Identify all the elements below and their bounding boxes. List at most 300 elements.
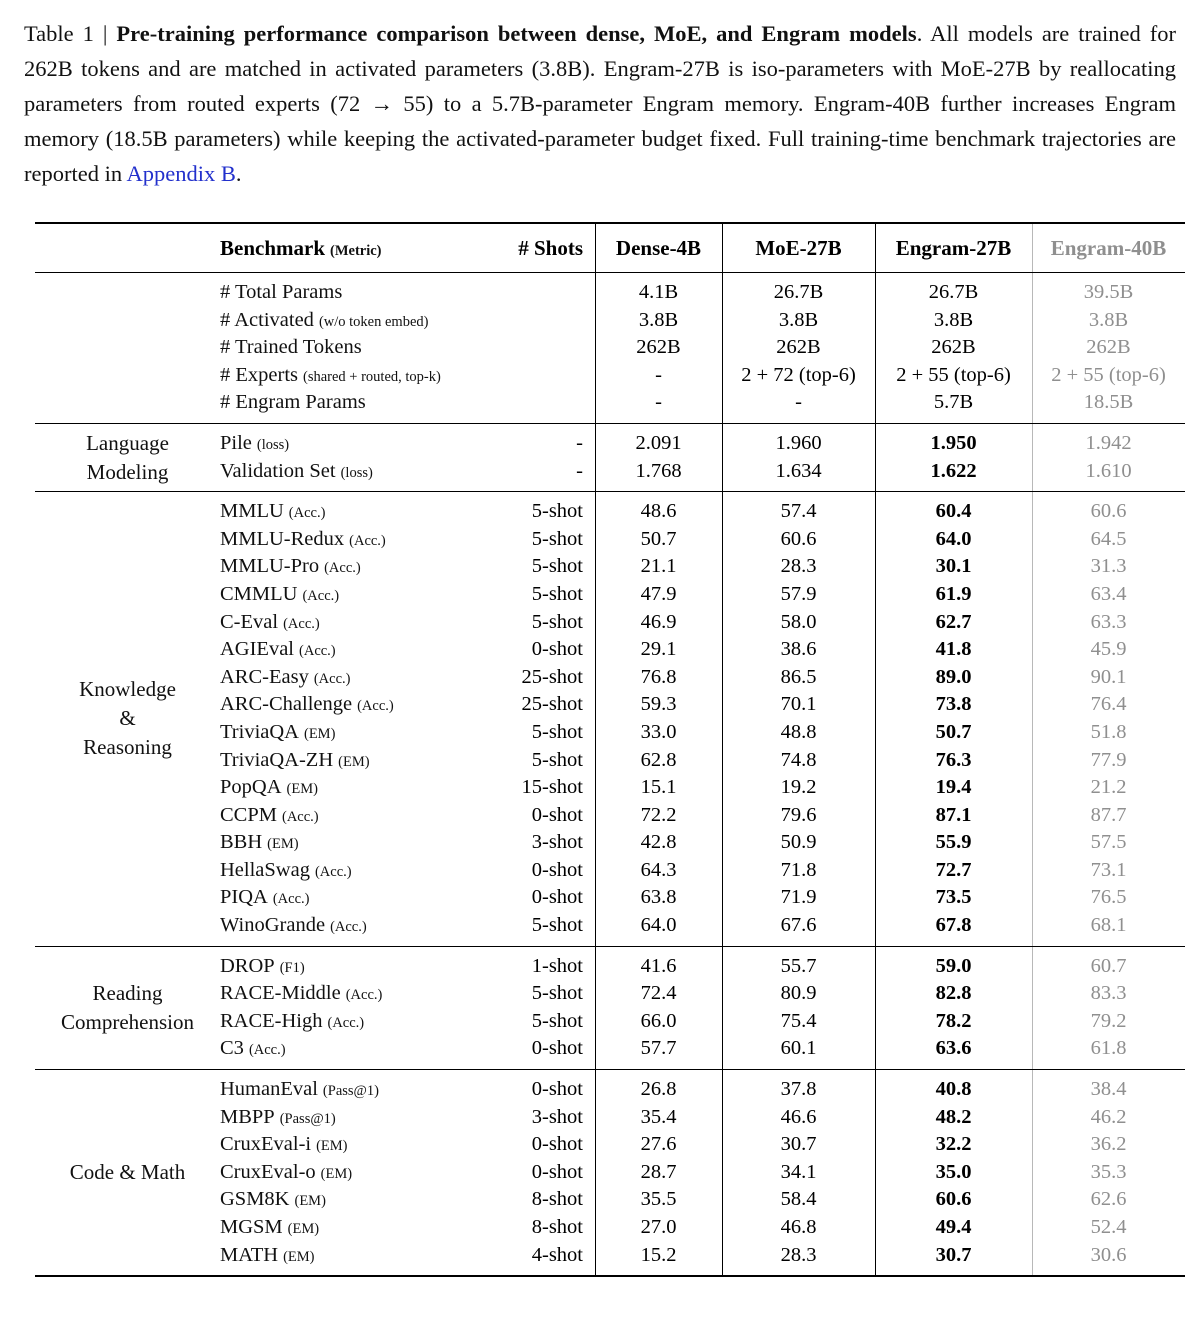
benchmark-metric: (Acc.): [345, 987, 383, 1004]
value-cell: 35.3: [1090, 1160, 1127, 1183]
benchmark-cell: [220, 1008, 490, 1038]
value-cell: 82.8: [935, 982, 972, 1005]
group-label-line: Modeling: [86, 459, 169, 484]
value-cell: 63.4: [1090, 582, 1127, 605]
column-divider: [875, 224, 876, 272]
value-cell: 60.7: [1090, 954, 1127, 977]
column-divider: [875, 947, 876, 1069]
value-cell: 29.1: [640, 638, 677, 661]
benchmark-name: BBH: [220, 831, 263, 854]
value-cell: 64.0: [935, 527, 972, 550]
value-cell: 62.6: [1090, 1188, 1127, 1211]
shots-cell: 0-shot: [531, 1133, 583, 1156]
benchmark-name: TriviaQA: [220, 720, 299, 743]
table-row: [220, 279, 1185, 307]
column-divider: [722, 424, 723, 491]
benchmark-metric: (EM): [316, 1138, 348, 1155]
value-cell: 86.5: [780, 665, 817, 688]
column-divider: [1032, 947, 1033, 1069]
benchmark-cell: [220, 1035, 490, 1065]
value-cell: 26.8: [640, 1078, 677, 1101]
benchmark-cell: [220, 609, 490, 639]
benchmark-cell: [220, 526, 490, 556]
value-cell: 78.2: [935, 1009, 972, 1032]
benchmark-metric: (Acc.): [302, 587, 340, 604]
value-cell: 35.4: [640, 1105, 677, 1128]
benchmark-cell: [220, 1076, 490, 1106]
benchmark-cell: [220, 1104, 490, 1134]
group-label-line: &: [119, 706, 136, 731]
section-knowledge-reasoning: [35, 492, 1185, 946]
value-cell: 1.950: [930, 431, 977, 454]
value-cell: 76.3: [935, 748, 972, 771]
value-cell: 5.7B: [933, 391, 974, 414]
value-cell: 83.3: [1090, 982, 1127, 1005]
benchmark-metric: (shared + routed, top-k): [303, 368, 441, 385]
benchmark-cell: [220, 691, 490, 721]
benchmark-cell: [220, 1242, 490, 1272]
value-cell: 79.6: [780, 803, 817, 826]
value-cell: 15.2: [640, 1243, 677, 1266]
benchmark-cell: [220, 498, 490, 528]
benchmark-name: PopQA: [220, 776, 282, 799]
value-cell: 46.8: [780, 1216, 817, 1238]
table-row: [220, 1186, 1185, 1214]
benchmark-metric: (Acc.): [314, 863, 352, 880]
value-cell: 89.0: [935, 665, 972, 688]
value-cell: 76.5: [1090, 886, 1127, 909]
benchmark-metric: (EM): [338, 753, 370, 770]
value-cell: 1.610: [1085, 459, 1132, 482]
column-divider: [595, 1070, 596, 1275]
value-cell: 28.3: [780, 1243, 817, 1266]
shots-cell: 5-shot: [531, 1009, 583, 1032]
value-cell: 15.1: [640, 776, 677, 799]
benchmark-name: C-Eval: [220, 610, 279, 633]
benchmark-metric: (EM): [267, 836, 299, 853]
section-rows: [220, 273, 1185, 423]
value-cell: 3.8B: [1088, 308, 1129, 331]
column-divider: [722, 224, 723, 272]
section-params: [35, 273, 1185, 423]
value-cell: 62.7: [935, 610, 972, 633]
table-row: [220, 719, 1185, 747]
table-row: [220, 1076, 1185, 1104]
shots-cell: [490, 389, 595, 417]
table-row: [220, 953, 1185, 981]
table-row: [220, 912, 1185, 940]
shots-cell: 8-shot: [531, 1216, 583, 1238]
benchmark-metric: (Acc.): [288, 505, 326, 522]
column-divider: [722, 947, 723, 1069]
shots-cell: 0-shot: [531, 1160, 583, 1183]
value-cell: 21.2: [1090, 776, 1127, 799]
value-cell: 32.2: [935, 1133, 972, 1156]
value-cell: 60.6: [1090, 500, 1127, 523]
value-cell: 50.7: [640, 527, 677, 550]
table-row: [220, 498, 1185, 526]
benchmark-name: MATH: [220, 1243, 279, 1266]
benchmark-metric: (Acc.): [272, 891, 310, 908]
benchmark-metric: (loss): [340, 464, 373, 481]
table-row: [220, 636, 1185, 664]
benchmark-name: CruxEval-i: [220, 1133, 312, 1156]
value-cell: 59.0: [935, 954, 972, 977]
benchmark-name: # Trained Tokens: [220, 336, 362, 359]
column-divider: [1032, 424, 1033, 491]
value-cell: -: [655, 363, 662, 386]
benchmark-name: AGIEval: [220, 638, 295, 661]
benchmark-name: PIQA: [220, 886, 268, 909]
value-cell: 38.6: [780, 638, 817, 661]
value-cell: 2 + 72 (top-6): [741, 363, 856, 386]
value-cell: 72.4: [640, 982, 677, 1005]
value-cell: 59.3: [640, 693, 677, 716]
benchmark-cell: [220, 334, 490, 362]
table-row: [220, 1035, 1185, 1063]
value-cell: 63.8: [640, 886, 677, 909]
value-cell: 30.7: [935, 1243, 972, 1266]
benchmark-cell: [220, 719, 490, 749]
value-cell: 34.1: [780, 1160, 817, 1183]
value-cell: 19.4: [935, 776, 972, 799]
value-cell: 48.8: [780, 720, 817, 743]
benchmark-header-label: Benchmark: [220, 236, 325, 260]
value-cell: 51.8: [1090, 720, 1127, 743]
benchmark-cell: [220, 747, 490, 777]
group-label-knowledge-reasoning: [35, 492, 220, 946]
table-body: [35, 273, 1185, 1275]
benchmark-name: GSM8K: [220, 1188, 290, 1211]
benchmark-metric: (Acc.): [313, 670, 351, 687]
shots-cell: 5-shot: [531, 500, 583, 523]
benchmark-name: # Engram Params: [220, 391, 366, 414]
value-cell: 35.0: [935, 1160, 972, 1183]
table-row: [220, 829, 1185, 857]
value-cell: 2 + 55 (top-6): [896, 363, 1011, 386]
value-cell: 41.8: [935, 638, 972, 661]
table-row: [220, 802, 1185, 830]
column-divider: [595, 424, 596, 491]
table-row: [220, 1214, 1185, 1242]
value-cell: 67.6: [780, 914, 817, 937]
table-row: [220, 389, 1185, 417]
table-row: [220, 581, 1185, 609]
benchmark-name: MGSM: [220, 1216, 283, 1238]
value-cell: 38.4: [1090, 1078, 1127, 1101]
table-caption: [24, 16, 1176, 191]
section-rows: [220, 947, 1185, 1069]
benchmark-name: HellaSwag: [220, 858, 310, 881]
section-rows: [220, 424, 1185, 491]
shots-cell: 5-shot: [531, 748, 583, 771]
benchmark-metric: (loss): [256, 436, 290, 453]
column-divider: [1032, 273, 1033, 423]
shots-cell: 0-shot: [531, 858, 583, 881]
value-cell: 41.6: [640, 954, 677, 977]
benchmark-metric: (Pass@1): [279, 1110, 336, 1127]
benchmark-cell: [220, 953, 490, 983]
value-cell: 64.5: [1090, 527, 1127, 550]
shots-cell: 5-shot: [531, 582, 583, 605]
value-cell: 37.8: [780, 1078, 817, 1101]
benchmark-cell: [220, 389, 490, 417]
caption-body: . All models are trained for 262B tokens and are matched in activated parameters (3.8B). Engram-27B is iso-parameters with MoE-27B by reallocating parameters from routed experts (72 → 55) to a 5.7B-parameter Engram memory. Engram-40B further increases Engram memory (18.5B parameters) while keeping the activated-parameter budget fixed. Full training-time benchmark trajectories are reported in: [24, 21, 1176, 186]
benchmark-name: Pile: [220, 431, 252, 454]
group-label-line: Knowledge: [79, 677, 176, 702]
shots-cell: -: [576, 459, 583, 482]
benchmark-metric: (Acc.): [327, 1014, 365, 1031]
benchmark-cell: [220, 430, 490, 460]
value-cell: 55.7: [780, 954, 817, 977]
benchmark-name: # Activated: [220, 308, 314, 331]
benchmark-name: CMMLU: [220, 582, 298, 605]
appendix-b-link[interactable]: Appendix B: [126, 161, 236, 186]
value-cell: 58.0: [780, 610, 817, 633]
value-cell: 3.8B: [638, 308, 679, 331]
column-divider: [875, 492, 876, 946]
value-cell: 57.5: [1090, 831, 1127, 854]
value-cell: -: [655, 391, 662, 414]
column-divider: [595, 224, 596, 272]
value-cell: 57.9: [780, 582, 817, 605]
shots-cell: 5-shot: [531, 610, 583, 633]
benchmark-cell: [220, 980, 490, 1010]
value-cell: 60.6: [780, 527, 817, 550]
value-cell: 1.768: [635, 459, 682, 482]
table-row: [220, 747, 1185, 775]
benchmark-name: DROP: [220, 954, 275, 977]
benchmark-name: RACE-Middle: [220, 982, 341, 1005]
column-divider: [1032, 1070, 1033, 1275]
value-cell: 2 + 55 (top-6): [1051, 363, 1166, 386]
table-row: [220, 430, 1185, 458]
value-cell: 73.8: [935, 693, 972, 716]
shots-cell: [490, 307, 595, 337]
shots-cell: 5-shot: [531, 555, 583, 578]
value-cell: 87.7: [1090, 803, 1127, 826]
value-cell: 35.5: [640, 1188, 677, 1211]
section-rows: [220, 492, 1185, 946]
header-group-spacer: [35, 224, 220, 272]
shots-cell: [490, 334, 595, 362]
column-headers: [220, 228, 1185, 268]
benchmark-name: C3: [220, 1037, 244, 1060]
benchmark-name: MMLU: [220, 500, 284, 523]
value-cell: 46.2: [1090, 1105, 1127, 1128]
shots-cell: 0-shot: [531, 803, 583, 826]
value-cell: 72.7: [935, 858, 972, 881]
value-cell: 71.8: [780, 858, 817, 881]
caption-title: Pre-training performance comparison between dense, MoE, and Engram models: [116, 21, 917, 46]
col-header-engram-40b: Engram-40B: [1050, 236, 1167, 260]
benchmark-metric: (Acc.): [281, 808, 319, 825]
value-cell: 67.8: [935, 914, 972, 937]
benchmark-cell: [220, 1186, 490, 1216]
value-cell: 46.9: [640, 610, 677, 633]
benchmark-cell: [220, 553, 490, 583]
column-divider: [595, 273, 596, 423]
benchmark-metric: (Acc.): [283, 615, 320, 632]
caption-period: .: [235, 161, 242, 186]
value-cell: -: [795, 391, 802, 414]
value-cell: 60.4: [935, 500, 972, 523]
benchmark-name: ARC-Easy: [220, 665, 309, 688]
benchmark-metric: (EM): [283, 1248, 315, 1265]
table-row: [220, 1104, 1185, 1132]
benchmark-name: TriviaQA-ZH: [220, 748, 334, 771]
value-cell: 3.8B: [778, 308, 819, 331]
benchmark-name: # Experts: [220, 363, 298, 386]
column-divider: [875, 424, 876, 491]
column-divider: [722, 1070, 723, 1275]
value-cell: 63.3: [1090, 610, 1127, 633]
shots-cell: 5-shot: [531, 914, 583, 937]
value-cell: 73.1: [1090, 858, 1127, 881]
table-row: [220, 609, 1185, 637]
shots-cell: 0-shot: [531, 1037, 583, 1060]
value-cell: 57.7: [640, 1037, 677, 1060]
benchmark-cell: [220, 857, 490, 887]
benchmark-metric: (Acc.): [330, 919, 367, 936]
value-cell: 60.6: [935, 1188, 972, 1211]
value-cell: 60.1: [780, 1037, 817, 1060]
value-cell: 2.091: [635, 431, 682, 454]
table-row: [220, 1242, 1185, 1270]
value-cell: 73.5: [935, 886, 972, 909]
shots-cell: -: [576, 431, 583, 454]
value-cell: 75.4: [780, 1009, 817, 1032]
caption-label: Table 1 |: [24, 21, 117, 46]
column-divider: [595, 492, 596, 946]
value-cell: 77.9: [1090, 748, 1127, 771]
column-divider: [722, 273, 723, 423]
group-label-language-modeling: [35, 424, 220, 491]
value-cell: 90.1: [1090, 665, 1127, 688]
value-cell: 262B: [776, 336, 821, 359]
value-cell: 87.1: [935, 803, 972, 826]
value-cell: 61.8: [1090, 1037, 1127, 1060]
bottom-rule: [35, 1275, 1185, 1277]
table-row: [220, 857, 1185, 885]
column-divider: [595, 947, 596, 1069]
benchmark-metric: (EM): [286, 781, 318, 798]
group-label-line: Comprehension: [61, 1009, 194, 1034]
value-cell: 50.9: [780, 831, 817, 854]
benchmark-cell: [220, 912, 490, 942]
col-header-benchmark: [220, 228, 490, 271]
col-header-dense-4b: Dense-4B: [615, 236, 702, 260]
shots-cell: 5-shot: [531, 527, 583, 550]
benchmark-name: MBPP: [220, 1105, 275, 1128]
value-cell: 1.942: [1085, 431, 1132, 454]
table-row: [220, 526, 1185, 554]
table-row: [220, 553, 1185, 581]
benchmark-metric: (F1): [279, 959, 305, 976]
group-label-code-math: [35, 1070, 220, 1275]
benchmark-metric: (Acc.): [248, 1042, 286, 1059]
value-cell: 1.960: [775, 431, 822, 454]
group-label-line: Reading: [92, 980, 163, 1005]
benchmark-metric: (EM): [287, 1221, 320, 1237]
shots-cell: 1-shot: [531, 954, 583, 977]
value-cell: 76.4: [1090, 693, 1127, 716]
value-cell: 62.8: [640, 748, 677, 771]
value-cell: 61.9: [935, 582, 972, 605]
shots-cell: 25-shot: [521, 665, 583, 688]
table-row: [220, 664, 1185, 692]
benchmark-metric: (EM): [303, 725, 336, 742]
benchmark-cell: [220, 362, 490, 392]
group-label-reading-comprehension: [35, 947, 220, 1069]
benchmark-metric: (Acc.): [324, 560, 361, 577]
benchmark-cell: [220, 829, 490, 859]
value-cell: 49.4: [935, 1216, 972, 1238]
value-cell: 19.2: [780, 776, 817, 799]
group-label-line: Language: [86, 430, 169, 455]
table-row: [220, 691, 1185, 719]
benchmark-name: RACE-High: [220, 1009, 323, 1032]
table-row: [220, 458, 1185, 486]
benchmark-metric: (Pass@1): [322, 1083, 379, 1100]
benchmark-cell: [220, 636, 490, 666]
table-row: [220, 334, 1185, 362]
value-cell: 48.2: [935, 1105, 972, 1128]
table-row: [220, 884, 1185, 912]
shots-cell: [490, 279, 595, 307]
value-cell: 74.8: [780, 748, 817, 771]
value-cell: 50.7: [935, 720, 972, 743]
value-cell: 58.4: [780, 1188, 817, 1211]
col-header-moe-27b: MoE-27B: [755, 236, 842, 260]
value-cell: 46.6: [780, 1105, 817, 1128]
shots-cell: 0-shot: [531, 886, 583, 909]
shots-cell: 4-shot: [531, 1243, 583, 1266]
section-rows: [220, 1070, 1185, 1275]
benchmark-header-metric: (Metric): [330, 243, 382, 259]
col-header-engram-27b: Engram-27B: [895, 236, 1012, 260]
value-cell: 48.6: [640, 500, 677, 523]
benchmark-name: WinoGrande: [220, 914, 326, 937]
value-cell: 30.1: [935, 555, 972, 578]
value-cell: 262B: [931, 336, 976, 359]
table-row: [220, 307, 1185, 335]
benchmark-metric: (w/o token embed): [318, 313, 429, 330]
column-divider: [1032, 224, 1033, 272]
section-language-modeling: [35, 424, 1185, 491]
value-cell: 63.6: [935, 1037, 972, 1060]
shots-cell: 3-shot: [531, 1105, 583, 1128]
value-cell: 70.1: [780, 693, 817, 716]
header-cells: [220, 224, 1185, 272]
benchmark-cell: [220, 1159, 490, 1189]
value-cell: 27.6: [640, 1133, 677, 1156]
table-row: [220, 774, 1185, 802]
value-cell: 72.2: [640, 803, 677, 826]
section-code-math: [35, 1070, 1185, 1275]
shots-cell: 8-shot: [531, 1188, 583, 1211]
value-cell: 45.9: [1090, 638, 1127, 661]
value-cell: 66.0: [640, 1009, 677, 1032]
shots-cell: 5-shot: [531, 720, 583, 743]
value-cell: 30.6: [1090, 1243, 1127, 1266]
benchmark-name: HumanEval: [220, 1078, 318, 1101]
value-cell: 21.1: [640, 555, 677, 578]
value-cell: 26.7B: [773, 281, 824, 303]
benchmark-cell: [220, 1131, 490, 1161]
value-cell: 79.2: [1090, 1009, 1127, 1032]
value-cell: 80.9: [780, 982, 817, 1005]
